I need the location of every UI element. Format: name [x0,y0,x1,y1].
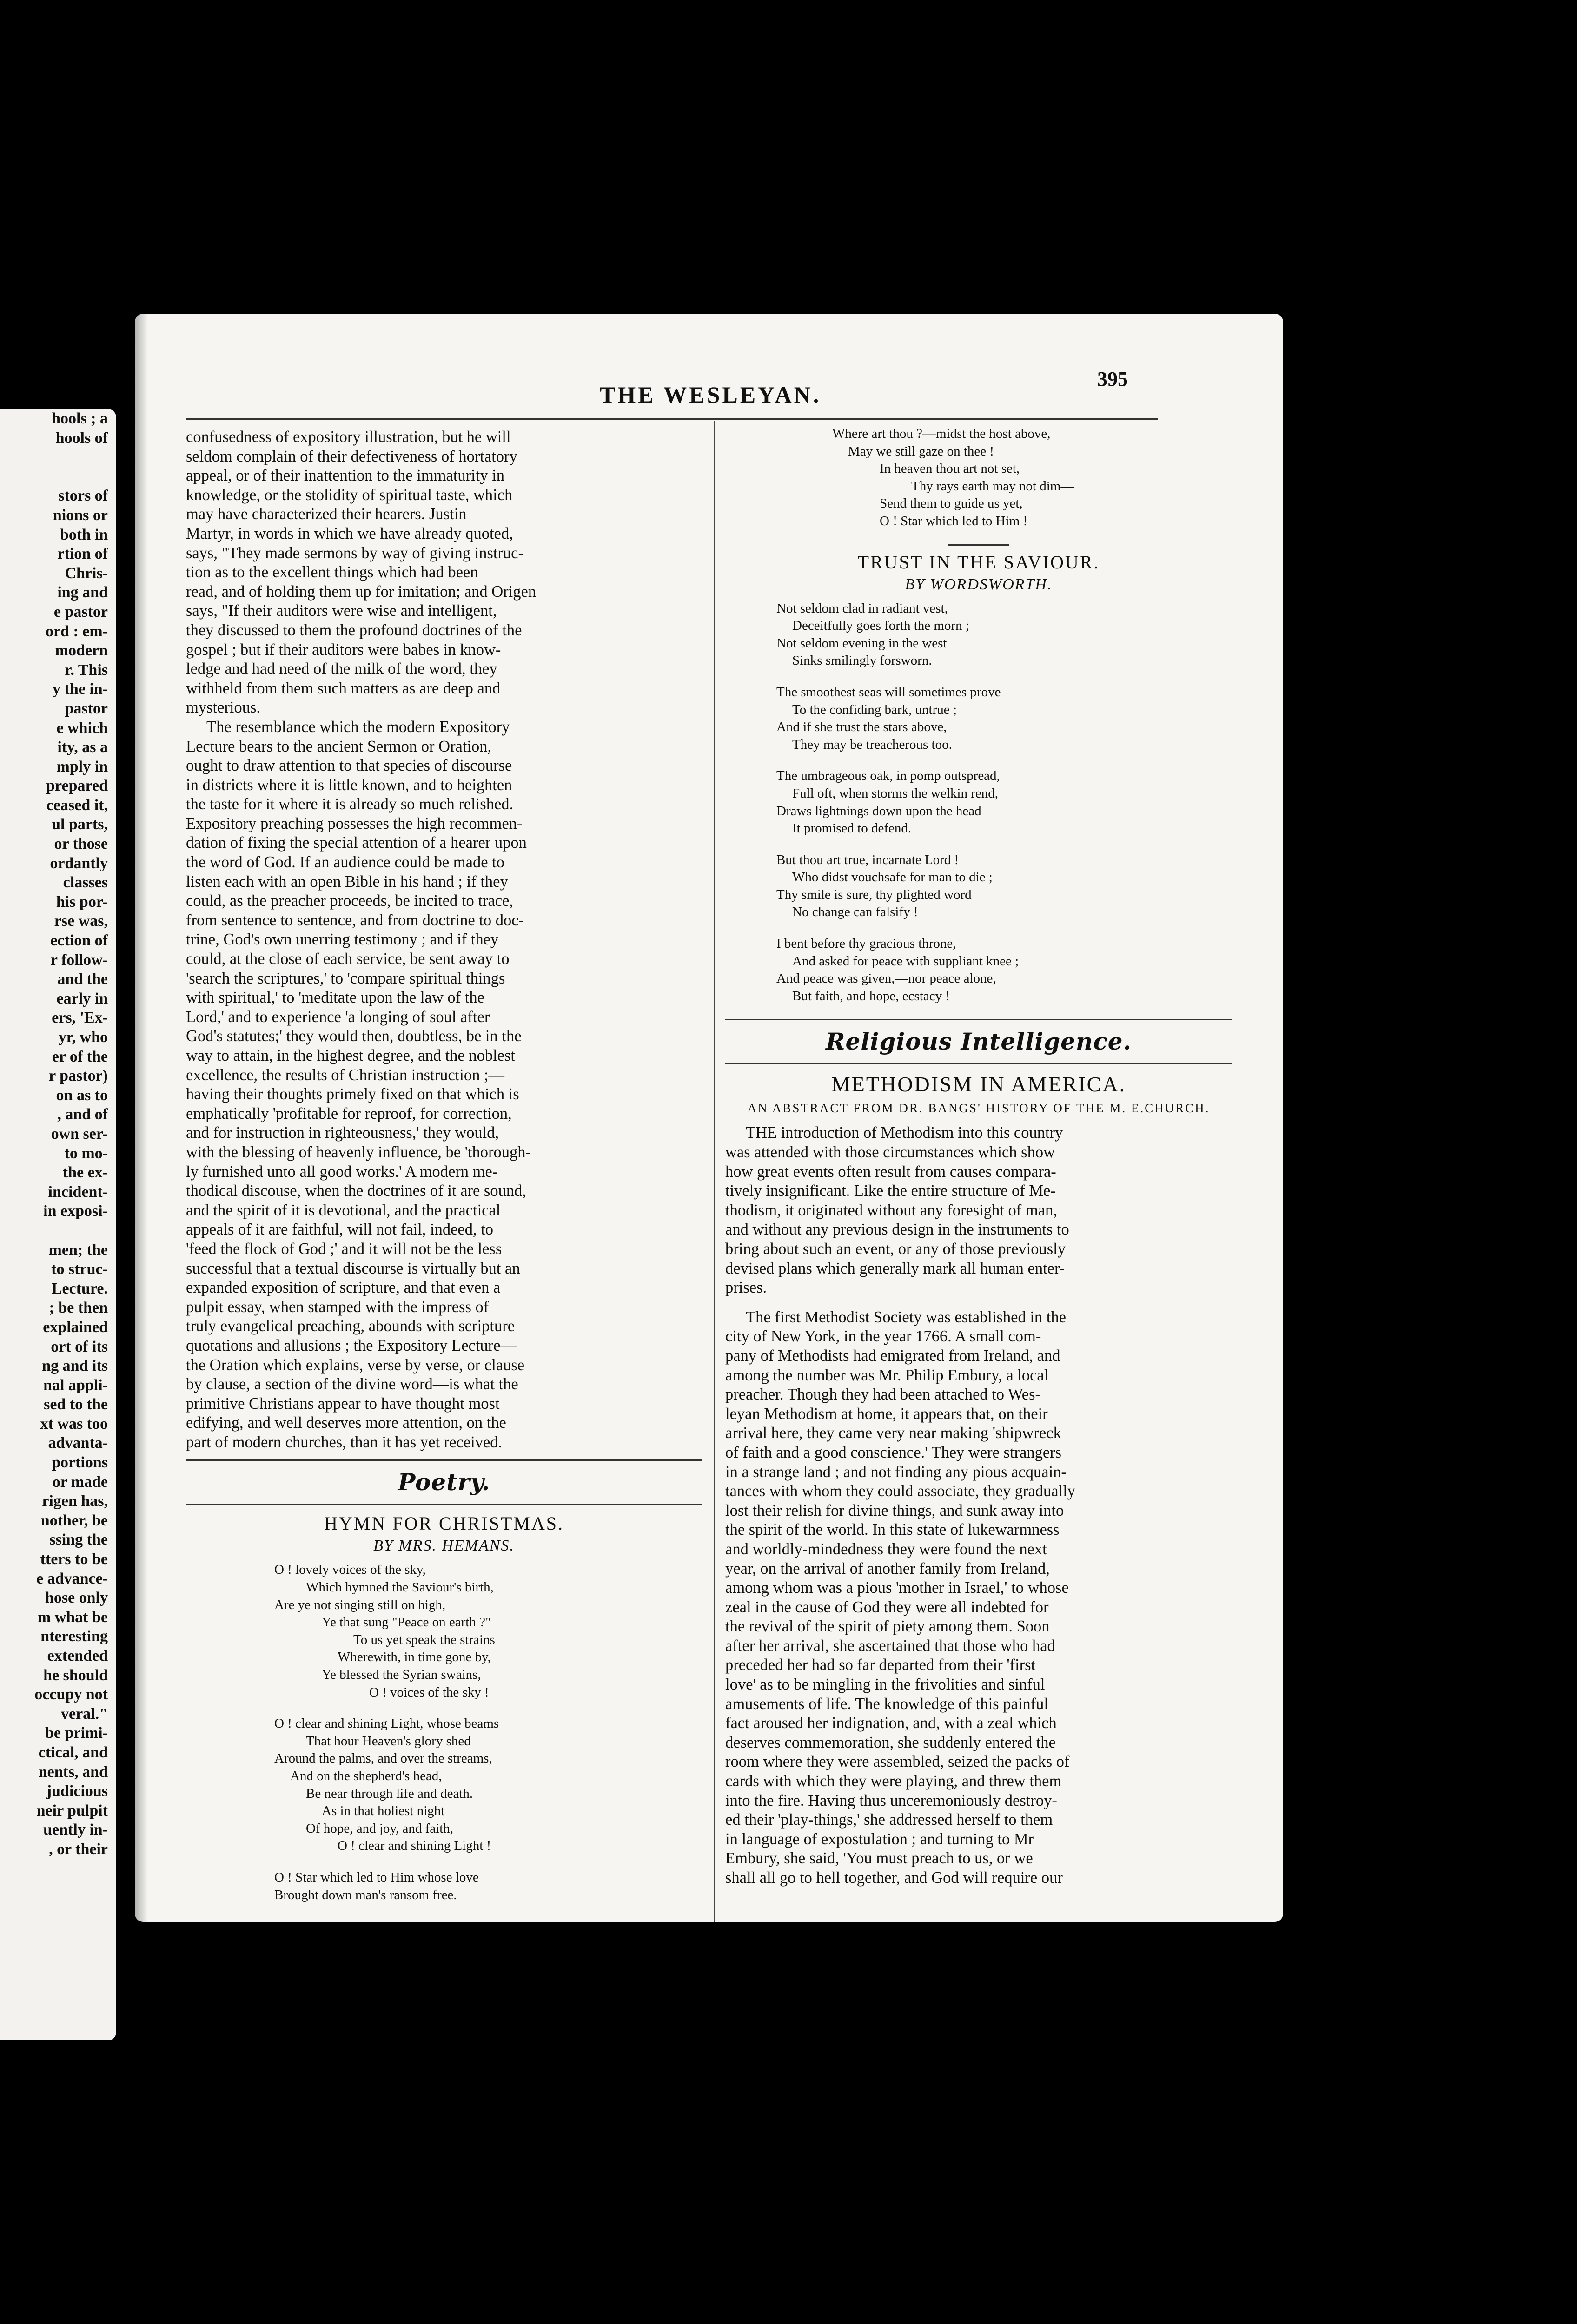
verse-line: Not seldom evening in the west [776,635,947,651]
text-line: tion as to the excellent things which had been [186,563,478,581]
verse-line: Around the palms, and over the streams, [274,1751,492,1766]
fragment-line: er of the [52,1048,108,1065]
text-line: ed their 'play-things,' she addressed herself to them [725,1811,1053,1829]
text-line: shall all go to hell together, and God will require our [725,1869,1063,1887]
text-line: of faith and a good conscience.' They were strangers [725,1443,1062,1461]
verse-line: But faith, and hope, ecstacy ! [792,988,950,1004]
verse-line: O ! Star which led to Him whose love [274,1869,479,1885]
text-line: Expository preaching possesses the high recommen- [186,814,523,832]
fragment-line: incident- [48,1183,108,1201]
text-line: the revival of the spirit of piety among them. Soon [725,1618,1050,1636]
text-line: leyan Methodism at home, it appears that, on their [725,1405,1048,1423]
fragment-line: nents, and [38,1763,108,1781]
section-divider [725,1019,1232,1020]
trust-stanza [725,684,1232,753]
newspaper-page [135,314,1283,1922]
essay-paragraph-1 [186,428,702,718]
fragment-line: both in [60,526,108,543]
text-line: appeal, or of their inattention to the immaturity in [186,467,505,485]
text-line: seldom complain of their defectiveness of hortatory [186,447,517,465]
text-line: Embury, she said, 'You must preach to us, or we [725,1849,1033,1868]
fragment-line: rse was, [54,912,108,930]
fragment-line: ection of [50,932,108,950]
header-rule [186,418,1158,420]
verse-line: Deceitfully goes forth the morn ; [792,618,969,634]
verse-line: Sinks smilingly forsworn. [792,653,932,668]
verse-line: Ye that sung "Peace on earth ?" [322,1615,491,1630]
text-line: devised plans which generally mark all human enter- [725,1259,1065,1277]
trust-stanza [725,767,1232,837]
fragment-line [0,448,116,467]
essay-paragraph-2 [186,718,702,1452]
text-line: among the number was Mr. Philip Embury, a local [725,1366,1049,1384]
text-line: confusedness of expository illustration, but he will [186,428,511,446]
verse-line: To the confiding bark, untrue ; [792,702,957,717]
text-line: the word of God. If an audience could be made to [186,853,504,872]
text-line: fact aroused her indignation, and, with a zeal which [725,1714,1057,1732]
running-head [135,368,1283,409]
text-line: amusements of life. The knowledge of this painful [725,1695,1048,1713]
verse-line: They may be treacherous too. [792,737,952,752]
column-rule [714,421,715,1922]
fragment-line: ctical, and [38,1743,108,1761]
left-column [186,428,702,1918]
text-line: dation of fixing the special attention of a hearer upon [186,834,527,852]
text-line: bring about such an event, or any of those previously [725,1240,1066,1258]
article-subtitle [725,1099,1232,1117]
fragment-line: nal appli- [43,1376,108,1394]
article-paragraph-2 [725,1308,1232,1888]
fragment-line: classes [63,874,108,891]
fragment-line: rtion of [57,545,108,563]
hymn-author: BY MRS. HEMANS. [373,1537,515,1555]
text-line: the Oration which explains, verse by verse, or clause [186,1356,525,1374]
text-line: year, on the arrival of another family from Ireland, [725,1559,1050,1578]
trust-stanza [725,935,1232,1005]
text-line: city of New York, in the year 1766. A small com- [725,1327,1041,1346]
section-divider [186,1504,702,1505]
text-line: CHURCH. [1145,1101,1210,1116]
text-line: by clause, a section of the divine word—is what the [186,1375,518,1393]
fragment-line: Chris- [65,564,108,582]
fragment-line: ; be then [49,1299,108,1317]
fragment-line: y the in- [53,680,108,698]
text-line: in language of expostulation ; and turning to Mr [725,1830,1034,1848]
text-line: love' as to be mingling in the frivolities and sinful [725,1676,1045,1694]
trust-stanza [725,852,1232,921]
text-line: cards with which they were playing, and threw them [725,1772,1062,1790]
fragment-line: ing and [57,584,108,601]
text-line: trine, God's own unerring testimony ; and if they [186,931,499,949]
fragment-line: tters to be [40,1551,108,1568]
trust-stanza [725,600,1232,670]
verse-line: Not seldom clad in radiant vest, [776,601,948,616]
text-line: says, "They made sermons by way of giving instruc- [186,544,523,562]
fragment-line: judicious [46,1783,108,1800]
text-line: way to attain, in the highest degree, and the noblest [186,1047,516,1064]
text-line: quotations and allusions ; the Expository Lecture— [186,1336,517,1354]
verse-line: The smoothest seas will sometimes prove [776,684,1001,700]
text-line: the spirit of the world. In this state of lukewarmness [725,1521,1060,1539]
fragment-line: ceased it, [46,796,108,814]
verse-line: In heaven thou art not set, [880,461,1020,476]
fragment-line: r follow- [50,951,108,969]
fragment-line: r pastor) [49,1067,108,1085]
text-line: read, and of holding them up for imitation; and Origen [186,582,537,601]
poem-divider [948,544,1009,546]
verse-line: Send them to guide us yet, [880,496,1023,511]
fragment-line [0,467,116,487]
text-line: tively insignificant. Like the entire structure of Me- [725,1182,1056,1200]
verse-line: And if she trust the stars above, [776,720,947,735]
text-line: with spiritual,' to 'meditate upon the law of the [186,989,484,1007]
trust-author: BY WORDSWORTH. [905,575,1053,593]
fragment-line: ity, as a [57,739,108,756]
fragment-line: hose only [45,1589,108,1607]
fragment-line: and the [57,971,108,988]
text-line: deserves commemoration, she suddenly entered the [725,1733,1056,1751]
text-line: knowledge, or the stolidity of spiritual taste, which [186,486,513,504]
fragment-line: advanta- [48,1434,108,1452]
text-line: and the spirit of it is devotional, and the practical [186,1201,501,1219]
text-line: could, at the close of each service, be sent away to [186,950,510,968]
verse-line: Wherewith, in time gone by, [338,1650,491,1665]
text-line: the taste for it where it is already so much relished. [186,795,514,813]
text-line: thodical discouse, when the doctrines of it are sound, [186,1182,526,1200]
fragment-line: e which [56,719,108,737]
left-page-fragment [0,409,116,2040]
verse-line: As in that holiest night [322,1803,445,1819]
text-line: Martyr, in words in which we have already quoted, [186,524,513,542]
text-line: 'feed the flock of God ;' and it will not be the less [186,1240,502,1258]
fragment-line: , and of [57,1106,108,1123]
fragment-line: ort of its [51,1338,108,1355]
fragment-line: ers, 'Ex- [52,1009,108,1027]
poetry-heading: Poetry. [398,1468,490,1496]
verse-line: Of hope, and joy, and faith, [306,1821,454,1836]
fragment-line: pastor [65,700,108,717]
article-title: METHODISM IN AMERICA. [831,1072,1126,1096]
fragment-line: neir pulpit [36,1802,108,1819]
text-line: emphatically 'profitable for reproof, for correction, [186,1104,512,1122]
verse-line: But thou art true, incarnate Lord ! [776,852,959,867]
fragment-line: his por- [56,893,108,911]
fragment-line: uently in- [43,1821,108,1839]
fragment-line: ord : em- [45,622,108,640]
fragment-line: ssing the [49,1531,108,1549]
text-line: how great events often result from causes compara- [725,1162,1056,1181]
fragment-line: m what be [37,1608,108,1626]
text-line: successful that a textual discourse is virtually but an [186,1259,520,1277]
text-line: prises. [725,1279,767,1297]
fragment-line: he should [43,1666,108,1684]
text-line: they discussed to them the profound doctrines of the [186,621,522,639]
text-line: 'search the scriptures,' to 'compare spiritual things [186,969,505,987]
verse-line: Are ye not singing still on high, [274,1597,446,1612]
fragment-line: occupy not [34,1686,108,1703]
verse-line: Thy rays earth may not dim— [911,478,1074,494]
text-line: lost their relish for divine things, and sunk away into [725,1501,1064,1519]
fragment-line: early in [56,990,108,1007]
text-line: Lecture bears to the ancient Sermon or Oration, [186,737,492,755]
text-line: withheld from them such matters as are deep and [186,679,501,697]
page-title: THE WESLEYAN. [600,382,822,408]
text-line: and worldly-mindedness they were found the next [725,1540,1047,1558]
fragment-line: own ser- [51,1125,108,1142]
text-line: ly furnished unto all good works.' A modern me- [186,1162,498,1181]
text-line: among whom was a pious 'mother in Israel,' to whose [725,1579,1069,1597]
text-line: part of modern churches, than it has yet received. [186,1433,503,1451]
text-line: expanded exposition of scripture, and that even a [186,1279,501,1297]
fragment-line: modern [55,642,108,660]
hymn-stanza [186,1561,702,1701]
text-line: God's statutes;' they would then, doubtless, be in the [186,1027,522,1045]
verse-line: O ! lovely voices of the sky, [274,1562,426,1578]
text-line: listen each with an open Bible in his hand ; if they [186,872,508,891]
text-line: thodism, it originated without any foresight of man, [725,1201,1057,1219]
fragment-line: or made [52,1473,108,1491]
text-line: room where they were assembled, seized the packs of [725,1753,1070,1771]
text-line: gospel ; but if their auditors were babes in know- [186,640,501,659]
fragment-line [0,1221,116,1241]
fragment-line: to mo- [64,1144,108,1162]
text-line: truly evangelical preaching, abounds with scripture [186,1317,515,1335]
text-line: preacher. Though they had been attached to Wes- [725,1386,1041,1404]
text-line: from sentence to sentence, and from doctrine to doc- [186,911,524,929]
fragment-line: mply in [56,758,108,775]
fragment-line: xt was too [40,1415,108,1433]
text-line: in a strange land ; and not finding any pious acquain- [725,1463,1067,1481]
section-divider [186,1459,702,1461]
verse-line: O ! clear and shining Light ! [338,1838,491,1854]
verse-line: To us yet speak the strains [353,1632,495,1647]
fragment-line: nteresting [40,1628,108,1645]
hymn-stanza [186,1869,702,1904]
fragment-line: e advance- [36,1570,108,1587]
text-line: The resemblance which the modern Expository [206,718,510,736]
article-paragraph-1 [725,1123,1232,1297]
verse-line: The umbrageous oak, in pomp outspread, [776,768,1000,784]
text-line: with the blessing of heavenly influence, be 'thorough- [186,1143,531,1161]
hymn-title: HYMN FOR CHRISTMAS. [324,1513,564,1534]
text-line: pany of Methodists had emigrated from Ireland, and [725,1347,1060,1365]
text-line: tances with whom they could associate, they gradually [725,1482,1076,1500]
verse-line: Where art thou ?—midst the host above, [832,426,1051,441]
fragment-line: ul parts, [52,816,108,833]
fragment-line: or those [54,835,108,853]
fragment-line: to struc- [51,1261,108,1278]
verse-line: May we still gaze on thee ! [848,443,994,459]
verse-line: I bent before thy gracious throne, [776,936,956,951]
fragment-line: portions [52,1454,108,1472]
fragment-line: the ex- [62,1164,108,1182]
verse-line: Who didst vouchsafe for man to die ; [792,870,993,885]
text-line: in districts where it is little known, and to heighten [186,776,512,794]
text-line: having their thoughts primely fixed on that which is [186,1085,519,1103]
verse-line: Brought down man's ransom free. [274,1887,457,1902]
text-line: and without any previous design in the instruments to [725,1221,1069,1239]
fragment-line: , or their [49,1840,108,1858]
fragment-line: be primi- [45,1724,108,1742]
page-number: 395 [1097,368,1128,390]
verse-line: It promised to defend. [792,821,912,836]
text-line: AN ABSTRACT FROM DR. BANGS' HISTORY OF THE M. E. [747,1101,1145,1116]
text-line: after her arrival, she ascertained that those who had [725,1637,1055,1655]
hymn-stanza [186,1715,702,1855]
fragment-line: nions or [53,506,108,524]
verse-line: Ye blessed the Syrian swains, [322,1667,481,1683]
fragment-line: yr, who [58,1029,108,1046]
verse-line: Full oft, when storms the welkin rend, [792,786,999,801]
fragment-line: veral." [60,1705,108,1723]
text-line: mysterious. [186,699,261,717]
fragment-line: rigen has, [42,1492,108,1510]
text-line: and for instruction in righteousness,' they would, [186,1124,499,1142]
text-line: zeal in the cause of God they were all indebted for [725,1598,1049,1616]
text-line: preceded her had so far departed from their 'first [725,1656,1036,1674]
verse-line: And asked for peace with suppliant knee ; [792,953,1019,969]
text-line: THE introduction of Methodism into this country [746,1124,1063,1142]
fragment-line: e pastor [53,603,108,621]
verse-line: Which hymned the Saviour's birth, [306,1580,494,1595]
text-line: pulpit essay, when stamped with the impress of [186,1298,489,1316]
fragment-line: men; the [48,1241,108,1259]
text-line: was attended with those circumstances which show [725,1143,1055,1162]
section-divider [725,1063,1232,1064]
verse-line: And on the shepherd's head, [290,1769,442,1783]
fragment-line: explained [43,1318,108,1336]
verse-line: O ! voices of the sky ! [369,1684,489,1700]
scanner-edge [1283,325,1311,1906]
verse-line: O ! clear and shining Light, whose beams [274,1716,499,1731]
right-column [725,425,1232,1888]
fragment-line: r. This [65,661,108,679]
religious-intelligence-heading: Religious Intelligence. [826,1028,1132,1056]
fragment-line: sed to the [44,1396,108,1413]
text-line: appeals of it are faithful, will not fail, indeed, to [186,1221,494,1239]
text-line: into the fire. Having thus unceremoniously destroy- [725,1791,1057,1809]
fragment-line: extended [47,1647,108,1664]
text-line: excellence, the results of Christian instruction ;— [186,1066,505,1084]
fragment-line: ordantly [50,854,108,872]
verse-line: And peace was given,—nor peace alone, [776,971,996,986]
trust-title: TRUST IN THE SAVIOUR. [857,551,1100,573]
fragment-line: hools of [55,429,108,447]
text-line: Lord,' and to experience 'a longing of soul after [186,1008,490,1026]
fragment-line: hools ; a [52,410,108,427]
verse-line: No change can falsify ! [792,905,918,920]
text-line: The first Methodist Society was established in the [746,1308,1066,1326]
verse-line: Be near through life and death. [306,1786,473,1801]
text-line: primitive Christians appear to have thought most [186,1394,500,1413]
verse-line: O ! Star which led to Him ! [880,513,1028,528]
text-line: says, "If their auditors were wise and intelligent, [186,602,497,620]
fragment-line: in exposi- [43,1202,108,1220]
verse-line: Thy smile is sure, thy plighted word [776,887,972,902]
text-line: ledge and had need of the milk of the word, they [186,660,497,678]
text-line: arrival here, they came very near making 'shipwreck [725,1424,1061,1442]
fragment-line: on as to [56,1086,108,1104]
fragment-line: nother, be [40,1512,108,1529]
verse-line: That hour Heaven's glory shed [306,1733,471,1749]
fragment-line: Lecture. [51,1280,108,1297]
fragment-line: stors of [58,487,108,505]
text-line: may have characterized their hearers. Justin [186,505,467,523]
text-line: could, as the preacher proceeds, be incited to trace, [186,892,514,910]
text-line: edifying, and well deserves more attention, on the [186,1414,506,1432]
fragment-line: prepared [46,777,108,795]
fragment-line: ng and its [42,1357,108,1375]
hymn-continued [725,425,1232,530]
verse-line: Draws lightnings down upon the head [776,803,981,819]
text-line: ought to draw attention to that species of discourse [186,757,512,775]
